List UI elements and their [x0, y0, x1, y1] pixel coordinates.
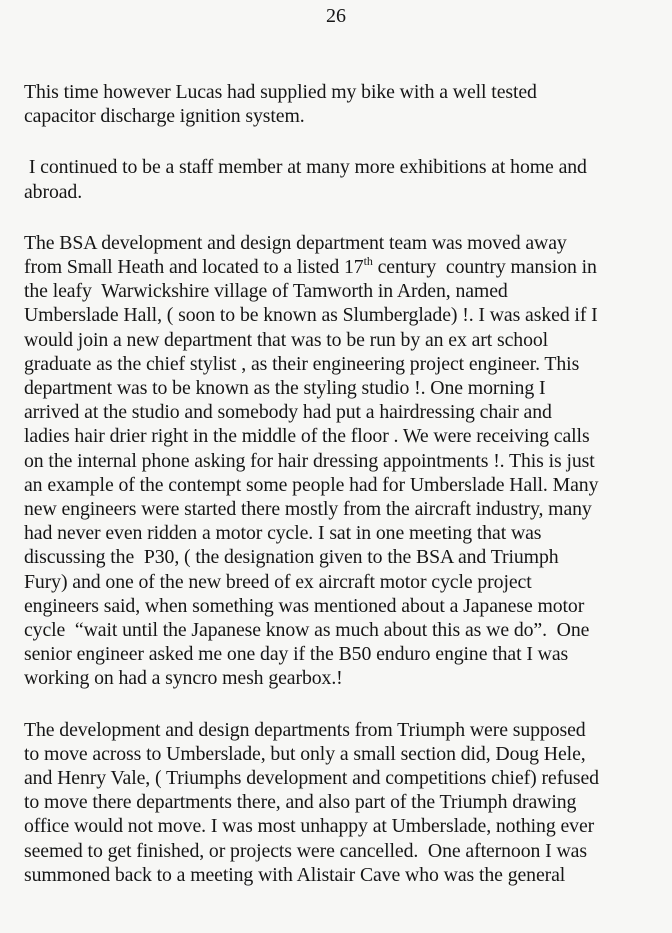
paragraph-4 — [24, 718, 664, 887]
text-line: on the internal phone asking for hair dressing appointments !. This is just — [24, 449, 595, 472]
paragraph-3 — [24, 231, 664, 691]
text-line: and Henry Vale, ( Triumphs development and competitions chief) refused — [24, 767, 599, 790]
text-line: The BSA development and design department team was moved away — [24, 231, 567, 254]
text-line: I continued to be a staff member at many more exhibitions at home and — [24, 156, 587, 179]
text-line: engineers said, when something was mentioned about a Japanese motor — [24, 594, 585, 617]
text-line: new engineers were started there mostly from the aircraft industry, many — [24, 498, 592, 521]
text-line: graduate as the chief stylist , as their engineering project engineer. This — [24, 352, 580, 375]
text-line: working on had a syncro mesh gearbox.! — [24, 667, 343, 690]
text-line: cycle “wait until the Japanese know as much about this as we do”. One — [24, 619, 590, 642]
body-text — [24, 80, 664, 914]
paragraph-1 — [24, 80, 664, 128]
page-number: 26 — [326, 5, 346, 27]
text-line: summoned back to a meeting with Alistair Cave who was the general — [24, 863, 566, 886]
text-line: capacitor discharge ignition system. — [24, 105, 305, 128]
text-line: abroad. — [24, 180, 83, 203]
text-line: senior engineer asked me one day if the B50 enduro engine that I was — [24, 643, 569, 666]
text-line: had never even ridden a motor cycle. I sat in one meeting that was — [24, 522, 542, 545]
text-line: arrived at the studio and somebody had put a hairdressing chair and — [24, 401, 552, 424]
text-line: the leafy Warwickshire village of Tamworth in Arden, named — [24, 280, 508, 303]
text-line: would join a new department that was to be run by an ex art school — [24, 328, 549, 351]
text-line: Umberslade Hall, ( soon to be known as Slumberglade) !. I was asked if I — [24, 304, 598, 327]
text-line: seemed to get finished, or projects were cancelled. One afternoon I was — [24, 839, 587, 862]
text-line: discussing the P30, ( the designation given to the BSA and Triumph — [24, 546, 559, 569]
text-line: Fury) and one of the new breed of ex aircraft motor cycle project — [24, 570, 532, 593]
text-line: to move there departments there, and also part of the Triumph drawing — [24, 791, 577, 814]
text-line: department was to be known as the styling studio !. One morning I — [24, 377, 546, 400]
text-segment: century country mansion in — [372, 256, 597, 279]
text-line: ladies hair drier right in the middle of the floor . We were receiving calls — [24, 425, 590, 448]
text-line: an example of the contempt some people had for Umberslade Hall. Many — [24, 473, 599, 496]
text-line: office would not move. I was most unhappy at Umberslade, nothing ever — [24, 815, 595, 838]
text-line: to move across to Umberslade, but only a small section did, Doug Hele, — [24, 742, 586, 765]
text-line-with-superscript — [24, 255, 664, 279]
text-segment: from Small Heath and located to a listed 17 — [24, 256, 364, 279]
paragraph-2 — [24, 155, 664, 203]
text-line: The development and design departments from Triumph were supposed — [24, 718, 586, 741]
text-line: This time however Lucas had supplied my bike with a well tested — [24, 81, 537, 103]
superscript-ordinal: th — [363, 254, 373, 269]
